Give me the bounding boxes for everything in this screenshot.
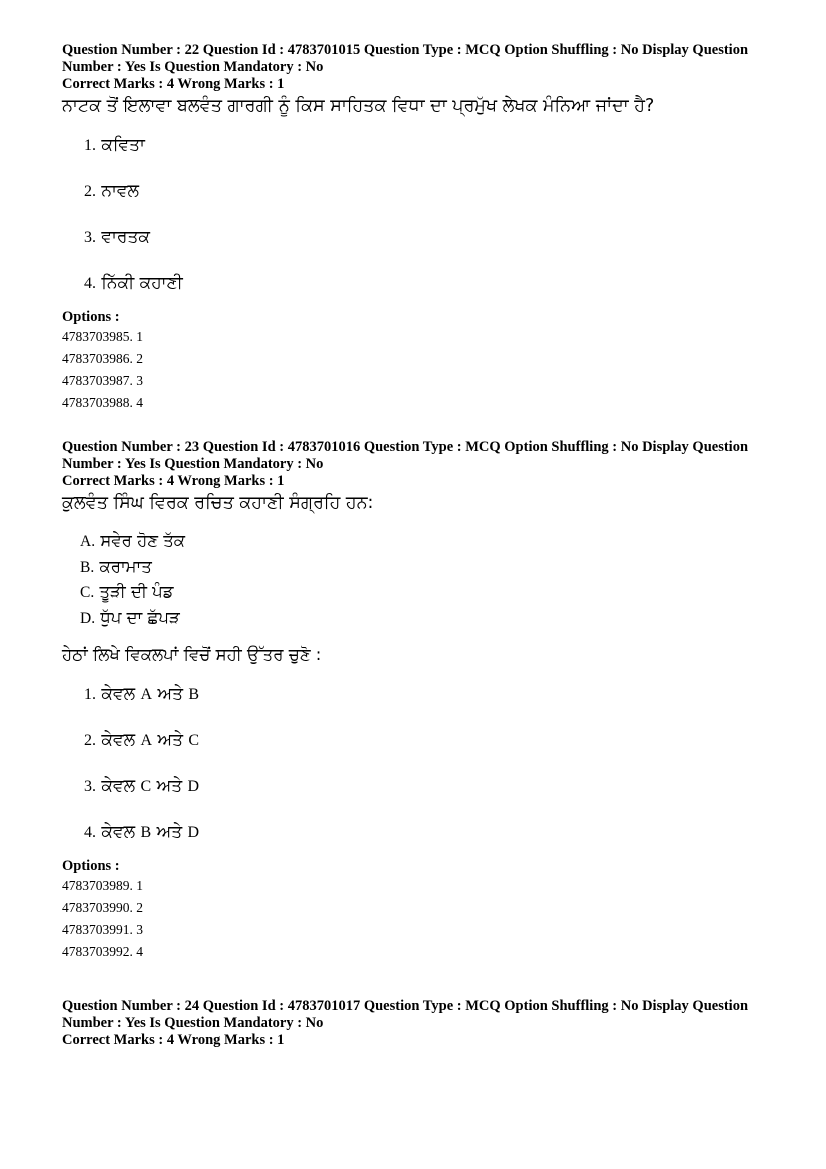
option-id: 4783703985. 1 [62, 329, 143, 344]
question-23 [62, 439, 748, 963]
question-meta-line: Number : Yes Is Question Mandatory : No [62, 59, 324, 75]
statement-letter: B. [80, 558, 95, 576]
choice-text: ਕੇਵਲ [101, 684, 141, 704]
choice-letter: A [140, 686, 153, 703]
choice-text: ਵਾਰਤਕ [101, 227, 150, 247]
choice-text: ਕੇਵਲ [101, 776, 141, 796]
choice-text: ਕੇਵਲ [101, 822, 141, 842]
question-meta [62, 439, 748, 490]
question-instruction: ਹੇਠਾਂ ਲਿਖੇ ਵਿਕਲਪਾਂ ਵਿਚੋਂ ਸਹੀ ਉੱਤਰ ਚੁਣੋ : [62, 645, 322, 664]
question-meta [62, 42, 748, 93]
statement-list [62, 529, 748, 631]
question-meta-line: Question Number : 22 Question Id : 4783701015 Question Type : MCQ Option Shuffling : No Display Question [62, 42, 749, 58]
choice-letter: D [187, 824, 200, 841]
statement-text: ਸਵੇਰ ਹੋਣ ਤੱਕ [100, 531, 186, 550]
question-text: ਨਾਟਕ ਤੋਂ ਇਲਾਵਾ ਬਲਵੰਤ ਗਾਰਗੀ ਨੂੰ ਕਿਸ ਸਾਹਿਤਕ ਵਿਧਾ ਦਾ ਪ੍ਰਮੁੱਖ ਲੇਖਕ ਮੰਨਿਆ ਜਾਂਦਾ ਹੈ? [62, 96, 655, 116]
choice-letter: C [140, 778, 152, 795]
statement-item [80, 529, 748, 555]
choice-number: 1. [84, 686, 96, 703]
choice-text: ਅਤੇ [152, 684, 189, 704]
statement-text: ਕਰਾਮਾਤ [99, 556, 152, 576]
answer-choice [62, 671, 748, 717]
choice-number: 3. [84, 778, 96, 795]
question-marks: Correct Marks : 4 Wrong Marks : 1 [62, 473, 285, 489]
question-meta-line: Question Number : 23 Question Id : 4783701016 Question Type : MCQ Option Shuffling : No Display Question [62, 439, 749, 455]
question-marks: Correct Marks : 4 Wrong Marks : 1 [62, 76, 285, 92]
choice-number: 2. [84, 183, 96, 200]
statement-letter: A. [80, 533, 96, 550]
choice-text: ਨਾਵਲ [101, 181, 140, 201]
statement-item [80, 555, 748, 581]
choice-letter: B [140, 824, 152, 841]
question-text: ਕੁਲਵੰਤ ਸਿੰਘ ਵਿਰਕ ਰਚਿਤ ਕਹਾਣੀ ਸੰਗ੍ਰਹਿ ਹਨ: [62, 493, 374, 513]
answer-choice [62, 717, 748, 763]
choice-number: 4. [84, 275, 96, 292]
options-label: Options : [62, 309, 120, 325]
answer-choice [62, 260, 748, 306]
choice-text: ਕੇਵਲ [101, 730, 141, 750]
question-meta-line: Number : Yes Is Question Mandatory : No [62, 1015, 324, 1031]
question-meta-line: Question Number : 24 Question Id : 4783701017 Question Type : MCQ Option Shuffling : No Display Question [62, 998, 749, 1014]
statement-item [80, 580, 748, 606]
choice-letter: C [188, 732, 200, 749]
statement-letter: C. [80, 584, 95, 601]
answer-choice [62, 214, 748, 260]
choice-letter: B [188, 686, 200, 703]
question-meta [62, 998, 748, 1049]
option-id: 4783703987. 3 [62, 373, 143, 388]
choice-number: 1. [84, 137, 96, 154]
choice-letter: A [140, 732, 153, 749]
choice-text: ਅਤੇ [151, 822, 188, 842]
question-marks: Correct Marks : 4 Wrong Marks : 1 [62, 1032, 285, 1048]
answer-choices [62, 122, 748, 306]
answer-choice [62, 763, 748, 809]
answer-choice [62, 168, 748, 214]
choice-text: ਅਤੇ [152, 730, 189, 750]
question-24 [62, 998, 748, 1049]
option-id: 4783703989. 1 [62, 878, 143, 893]
answer-choice [62, 122, 748, 168]
statement-text: ਤੂੜੀ ਦੀ ਪੰਡ [99, 582, 174, 601]
statement-item [80, 606, 748, 632]
option-id: 4783703986. 2 [62, 351, 143, 366]
statement-letter: D. [80, 609, 96, 627]
question-22 [62, 42, 748, 414]
choice-number: 2. [84, 732, 96, 749]
option-id: 4783703990. 2 [62, 900, 143, 915]
option-id: 4783703991. 3 [62, 922, 143, 937]
choice-text: ਅਤੇ [151, 776, 188, 796]
choice-text: ਕਵਿਤਾ [101, 135, 145, 155]
option-id: 4783703992. 4 [62, 944, 143, 959]
choice-number: 3. [84, 229, 96, 246]
option-id: 4783703988. 4 [62, 395, 143, 410]
answer-choice [62, 809, 748, 855]
choice-letter: D [187, 778, 200, 795]
statement-text: ਧੁੱਪ ਦਾ ਛੱਪੜ [100, 607, 180, 627]
choice-number: 4. [84, 824, 96, 841]
options-label: Options : [62, 858, 120, 874]
choice-text: ਨਿੱਕੀ ਕਹਾਣੀ [101, 273, 183, 293]
question-meta-line: Number : Yes Is Question Mandatory : No [62, 456, 324, 472]
answer-choices [62, 671, 748, 855]
